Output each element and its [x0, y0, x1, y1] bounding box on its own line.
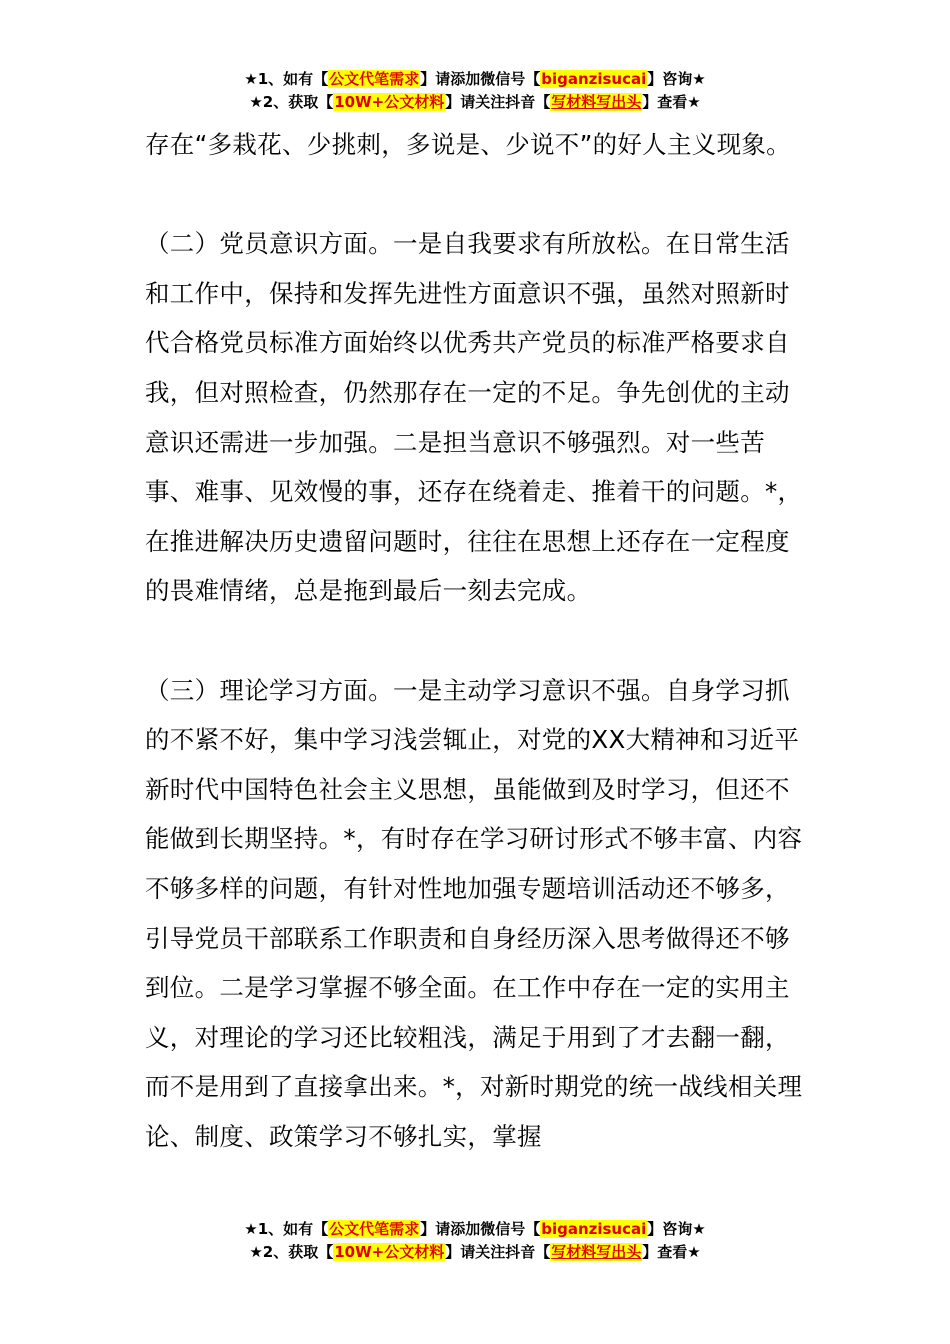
banner-text: ★1、如有【: [244, 1220, 329, 1238]
paragraph-gap: [145, 170, 807, 220]
paragraph-3: （三）理论学习方面。一是主动学习意识不强。自身学习抓的不紧不好，集中学习浅尝辄止，对党的XX大精神和习近平新时代中国特色社会主义思想，虽能做到及时学习，但还不能做到长期坚持。*，有时存在学习研讨形式不够丰富、内容不够多样的问题，有针对性地加强专题培训活动还不够多，引导党员干部联系工作职责和自身经历深入思考做得还不够到位。二是学习掌握不够全面。在工作中存在一定的实用主义，对理论的学习还比较粗浅，满足于用到了才去翻一翻，而不是用到了直接拿出来。*，对新时期党的统一战线相关理论、制度、政策学习不够扎实，掌握: [145, 675, 803, 1151]
banner-line-1: [0, 68, 950, 91]
header-banner: [0, 68, 950, 114]
banner-text: 】咨询★: [647, 70, 706, 88]
banner-text: 】请关注抖音【: [445, 93, 551, 111]
banner-text: 】咨询★: [647, 1220, 706, 1238]
highlight-service: 公文代笔需求: [329, 1220, 420, 1238]
highlight-wechat-id: biganzisucai: [541, 70, 647, 88]
document-body: [145, 120, 807, 1161]
banner-text: ★2、获取【: [249, 1243, 334, 1261]
highlight-wechat-id: biganzisucai: [541, 1220, 647, 1238]
paragraph-2: （二）党员意识方面。一是自我要求有所放松。在日常生活和工作中，保持和发挥先进性方面意识不强，虽然对照新时代合格党员标准方面始终以优秀共产党员的标准严格要求自我，但对照检查，仍然那存在一定的不足。争先创优的主动意识还需进一步加强。二是担当意识不够强烈。对一些苦事、难事、见效慢的事，还存在绕着走、推着干的问题。*，在推进解决历史遗留问题时，往往在思想上还存在一定程度的畏难情绪，总是拖到最后一刻去完成。: [145, 229, 803, 606]
banner-text: 】查看★: [642, 1243, 701, 1261]
highlight-materials: 10W+公文材料: [334, 93, 445, 111]
paragraph-1: 存在“多栽花、少挑刺，多说是、少说不”的好人主义现象。: [145, 130, 791, 159]
banner-line-2: [0, 1241, 950, 1264]
footer-banner: [0, 1218, 950, 1264]
banner-text: 】查看★: [642, 93, 701, 111]
banner-text: 】请关注抖音【: [445, 1243, 551, 1261]
banner-text: ★2、获取【: [249, 93, 334, 111]
highlight-materials: 10W+公文材料: [334, 1243, 445, 1261]
banner-line-1: [0, 1218, 950, 1241]
banner-text: 】请添加微信号【: [420, 70, 541, 88]
banner-text: 】请添加微信号【: [420, 1220, 541, 1238]
highlight-service: 公文代笔需求: [329, 70, 420, 88]
paragraph-gap: [145, 616, 807, 666]
banner-text: ★1、如有【: [244, 70, 329, 88]
highlight-douyin: 写材料写出头: [551, 93, 642, 111]
highlight-douyin: 写材料写出头: [551, 1243, 642, 1261]
banner-line-2: [0, 91, 950, 114]
